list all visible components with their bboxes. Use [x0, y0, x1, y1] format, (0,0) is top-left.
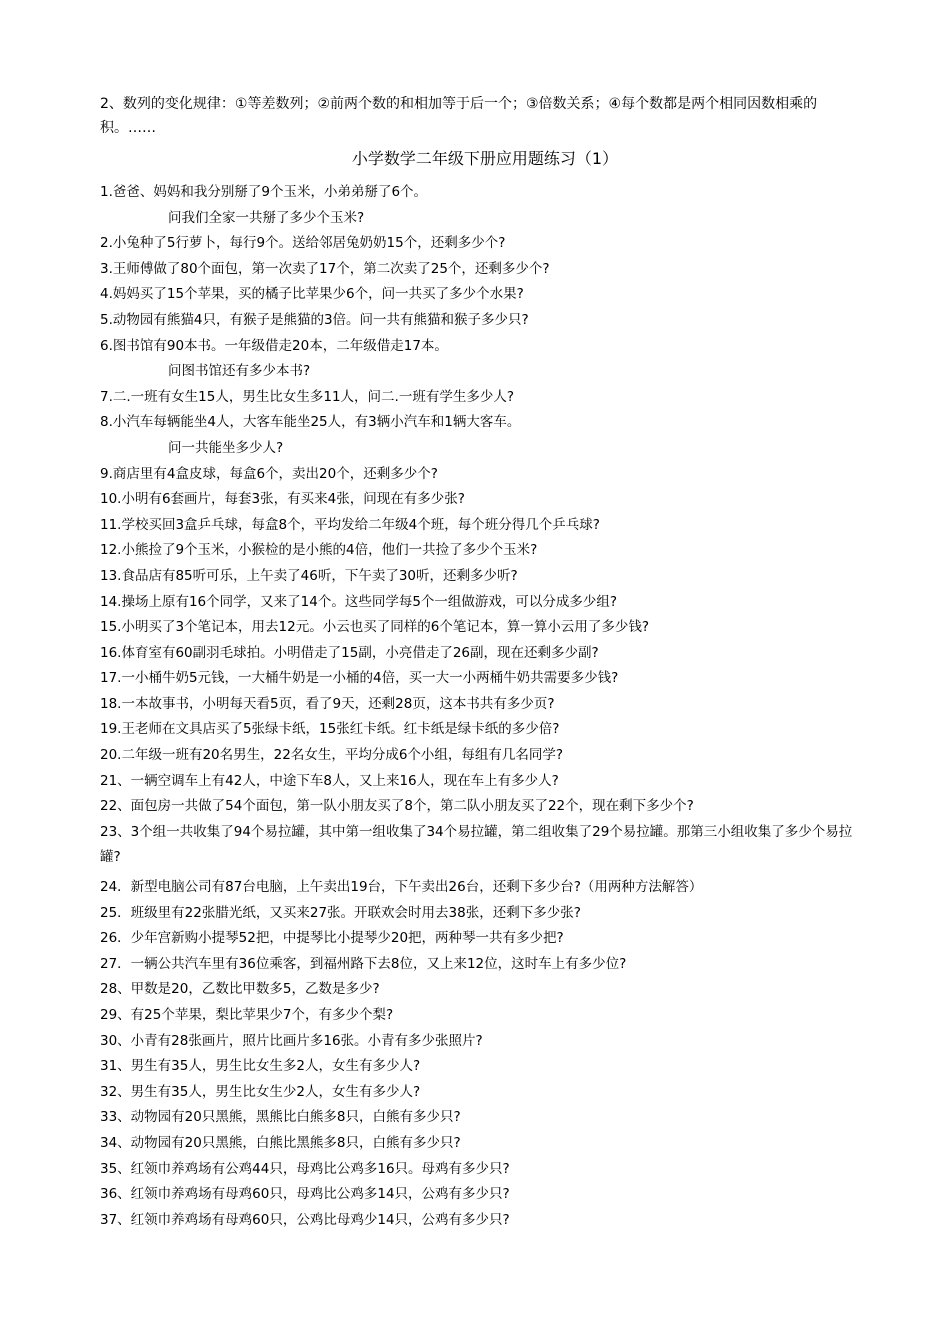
question-text: 34、动物园有20只黑熊，白熊比黑熊多8只，白熊有多少只?: [100, 1134, 461, 1151]
question-item: [100, 282, 870, 308]
question-item: [100, 820, 870, 871]
question-text: 5.动物园有熊猫4只，有猴子是熊猫的3倍。问一共有熊猫和猴子多少只?: [100, 311, 529, 328]
question-text: 31、男生有35人，男生比女生多2人，女生有多少人?: [100, 1058, 421, 1075]
question-item: [100, 875, 870, 901]
question-item: [100, 769, 870, 795]
question-item: [100, 666, 870, 692]
question-text: 30、小青有28张画片，照片比画片多16张。小青有多少张照片?: [100, 1032, 483, 1049]
question-item: [100, 385, 870, 411]
question-item: [100, 462, 870, 488]
question-text: 27．一辆公共汽车里有36位乘客，到福州路下去8位，又上来12位，这时车上有多少位?: [100, 955, 627, 972]
question-text: 7.二.一班有女生15人，男生比女生多11人，问二.一班有学生多少人?: [100, 388, 514, 405]
question-item: [100, 257, 870, 283]
question-text: 11.学校买回3盒乒乓球，每盒8个，平均发给二年级4个班，每个班分得几个乒乓球?: [100, 516, 600, 533]
question-item: [100, 692, 870, 718]
document-page: [100, 92, 870, 1233]
question-item: [100, 901, 870, 927]
question-item: [100, 1029, 870, 1055]
question-text: 16.体育室有60副羽毛球拍。小明借走了15副，小亮借走了26副，现在还剩多少副?: [100, 644, 599, 661]
question-text: 22、面包房一共做了54个面包，第一队小朋友买了8个，第二队小朋友买了22个，现在剩下多少个?: [100, 798, 694, 815]
question-text: 12.小熊捡了9个玉米，小猴检的是小熊的4倍，他们一共捡了多少个玉米?: [100, 542, 538, 559]
question-text: 28、甲数是20，乙数比甲数多5，乙数是多少?: [100, 981, 380, 998]
question-item: [100, 1105, 870, 1131]
question-text: 25．班级里有22张腊光纸，又买来27张。开联欢会时用去38张，还剩下多少张?: [100, 904, 581, 921]
question-text: 1.爸爸、妈妈和我分别掰了9个玉米，小弟弟掰了6个。: [100, 184, 428, 200]
question-item: [100, 743, 870, 769]
question-item: [100, 410, 870, 461]
question-text: 35、红领巾养鸡场有公鸡44只，母鸡比公鸡多16只。母鸡有多少只?: [100, 1160, 510, 1177]
question-text: 17.一小桶牛奶5元钱，一大桶牛奶是一小桶的4倍，买一大一小两桶牛奶共需要多少钱?: [100, 670, 619, 687]
question-text: 2.小兔种了5行萝卜，每行9个。送给邻居兔奶奶15个，还剩多少个?: [100, 235, 506, 252]
question-item: [100, 513, 870, 539]
question-item: [100, 231, 870, 257]
question-text: 19.王老师在文具店买了5张绿卡纸，15张红卡纸。红卡纸是绿卡纸的多少倍?: [100, 721, 560, 738]
question-text: 10.小明有6套画片，每套3张，有买来4张，问现在有多少张?: [100, 491, 465, 508]
question-item: [100, 952, 870, 978]
question-text: 37、红领巾养鸡场有母鸡60只，公鸡比母鸡少14只，公鸡有多少只?: [100, 1211, 510, 1228]
question-subtext: 问我们全家一共掰了多少个玉米?: [168, 209, 365, 226]
question-item: [100, 1182, 870, 1208]
question-item: [100, 926, 870, 952]
question-text: 24．新型电脑公司有87台电脑，上午卖出19台，下午卖出26台，还剩下多少台?（用两种方法解答）: [100, 879, 703, 896]
question-text: 32、男生有35人，男生比女生少2人，女生有多少人?: [100, 1083, 421, 1100]
question-text: 13.食品店有85听可乐，上午卖了46听，下午卖了30听，还剩多少听?: [100, 567, 518, 584]
question-text: 6.图书馆有90本书。一年级借走20本，二年级借走17本。: [100, 337, 448, 354]
question-subtext: 问图书馆还有多少本书?: [168, 363, 311, 380]
question-item: [100, 590, 870, 616]
question-item: [100, 564, 870, 590]
question-list: [100, 180, 870, 1233]
question-text: 15.小明买了3个笔记本，用去12元。小云也买了同样的6个笔记本，算一算小云用了多少钱?: [100, 619, 649, 636]
worksheet-title: 小学数学二年级下册应用题练习（1）: [351, 149, 619, 168]
intro-paragraph: 2、数列的变化规律：①等差数列；②前两个数的和相加等于后一个；③倍数关系；④每个数都是两个相同因数相乘的积。……: [100, 96, 818, 136]
question-item: [100, 180, 870, 231]
question-text: 4.妈妈买了15个苹果，买的橘子比苹果少6个，问一共买了多少个水果?: [100, 286, 524, 303]
question-text: 9.商店里有4盒皮球，每盒6个，卖出20个，还剩多少个?: [100, 465, 438, 482]
question-item: [100, 1208, 870, 1234]
question-item: [100, 977, 870, 1003]
question-item: [100, 538, 870, 564]
question-item: [100, 1080, 870, 1106]
question-text: 26．少年宫新购小提琴52把，中提琴比小提琴少20把，两种琴一共有多少把?: [100, 930, 564, 947]
question-text: 3.王师傅做了80个面包，第一次卖了17个，第二次卖了25个，还剩多少个?: [100, 260, 550, 277]
question-item: [100, 308, 870, 334]
question-item: [100, 487, 870, 513]
question-text: 29、有25个苹果，梨比苹果少7个，有多少个梨?: [100, 1007, 394, 1023]
question-item: [100, 794, 870, 820]
question-text: 33、动物园有20只黑熊，黑熊比白熊多8只，白熊有多少只?: [100, 1109, 461, 1126]
question-item: [100, 1054, 870, 1080]
question-text: 18.一本故事书，小明每天看5页，看了9天，还剩28页，这本书共有多少页?: [100, 695, 555, 712]
question-item: [100, 1131, 870, 1157]
question-text: 8.小汽车每辆能坐4人，大客车能坐25人，有3辆小汽车和1辆大客车。: [100, 414, 521, 431]
question-subtext: 问一共能坐多少人?: [168, 439, 284, 456]
question-text: 21、一辆空调车上有42人，中途下车8人，又上来16人，现在车上有多少人?: [100, 772, 559, 789]
question-item: [100, 1157, 870, 1183]
question-item: [100, 641, 870, 667]
question-text: 20.二年级一班有20名男生，22名女生，平均分成6个小组，每组有几名同学?: [100, 747, 564, 764]
question-text: 36、红领巾养鸡场有母鸡60只，母鸡比公鸡多14只，公鸡有多少只?: [100, 1186, 510, 1203]
question-text: 23、3个组一共收集了94个易拉罐，其中第一组收集了34个易拉罐，第二组收集了29个易拉罐。那第三小组收集了多少个易拉罐?: [100, 823, 853, 866]
question-item: [100, 1003, 870, 1029]
question-text: 14.操场上原有16个同学，又来了14个。这些同学每5个一组做游戏，可以分成多少组?: [100, 593, 618, 610]
question-item: [100, 717, 870, 743]
question-item: [100, 615, 870, 641]
question-item: [100, 334, 870, 385]
